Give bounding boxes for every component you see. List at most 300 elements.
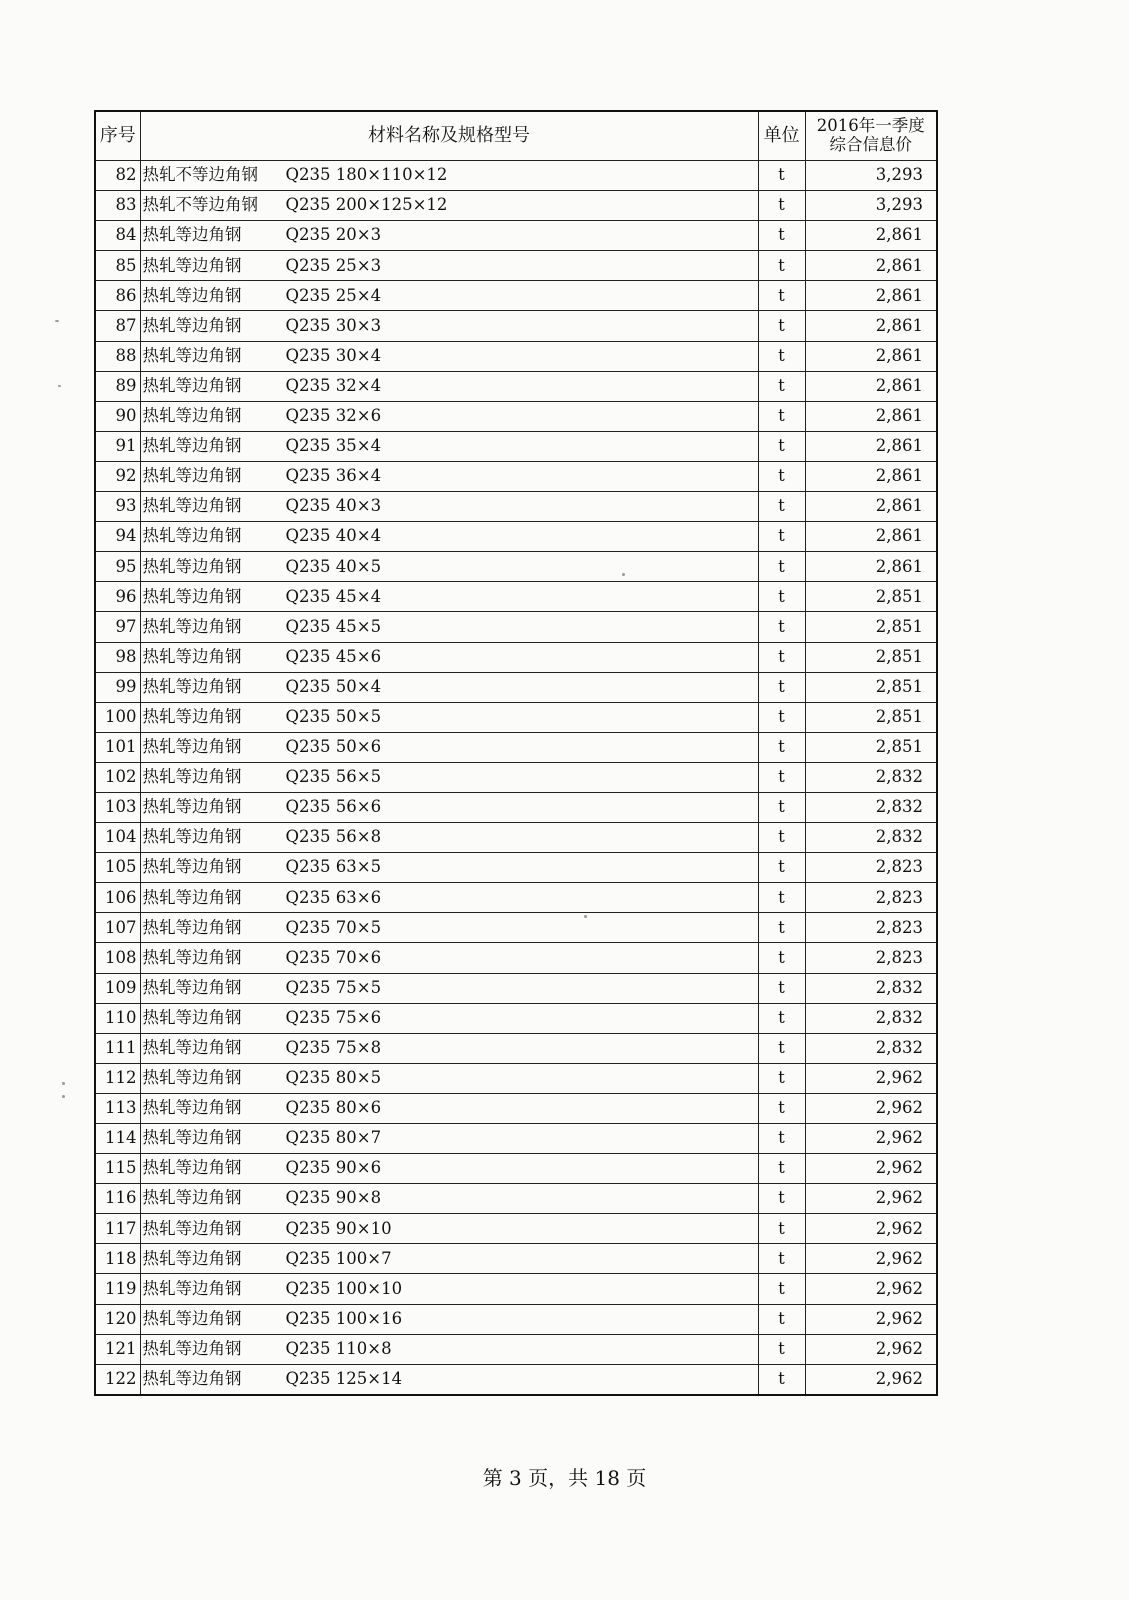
table-row	[95, 1274, 937, 1304]
cell-material: 热轧不等边角钢	[142, 195, 258, 215]
header-row	[95, 111, 937, 161]
cell-no: 111	[95, 1033, 140, 1063]
cell-unit: t	[758, 1364, 805, 1395]
cell-material: 热轧等边角钢	[142, 1188, 242, 1208]
cell-unit: t	[758, 1063, 805, 1093]
cell-price: 2,962	[805, 1154, 937, 1184]
table-row	[95, 1003, 937, 1033]
cell-spec: Q235 200×125×12	[285, 195, 448, 215]
cell-name	[140, 1033, 758, 1063]
cell-unit: t	[758, 522, 805, 552]
cell-unit: t	[758, 883, 805, 913]
cell-material: 热轧等边角钢	[142, 1218, 242, 1238]
cell-price: 3,293	[805, 161, 937, 191]
cell-price: 2,861	[805, 492, 937, 522]
cell-no: 89	[95, 371, 140, 401]
cell-no: 113	[95, 1093, 140, 1123]
cell-unit: t	[758, 1244, 805, 1274]
cell-no: 100	[95, 702, 140, 732]
cell-spec: Q235 100×7	[285, 1248, 392, 1268]
cell-material: 热轧等边角钢	[142, 285, 242, 305]
cell-material: 热轧等边角钢	[142, 1338, 242, 1358]
cell-unit: t	[758, 1274, 805, 1304]
cell-material: 热轧不等边角钢	[142, 165, 258, 185]
table-row	[95, 612, 937, 642]
cell-unit: t	[758, 371, 805, 401]
cell-name	[140, 251, 758, 281]
cell-unit: t	[758, 642, 805, 672]
cell-price: 2,832	[805, 973, 937, 1003]
cell-no: 101	[95, 732, 140, 762]
cell-price: 2,861	[805, 341, 937, 371]
cell-price: 3,293	[805, 191, 937, 221]
cell-unit: t	[758, 943, 805, 973]
cell-material: 热轧等边角钢	[142, 436, 242, 456]
cell-no: 86	[95, 281, 140, 311]
cell-price: 2,832	[805, 823, 937, 853]
cell-name	[140, 1364, 758, 1395]
cell-spec: Q235 32×4	[285, 375, 382, 395]
cell-material: 热轧等边角钢	[142, 406, 242, 426]
header-price	[805, 111, 937, 161]
cell-spec: Q235 50×5	[285, 706, 382, 726]
cell-name	[140, 732, 758, 762]
cell-spec: Q235 100×16	[285, 1308, 403, 1328]
cell-unit: t	[758, 702, 805, 732]
cell-no: 115	[95, 1154, 140, 1184]
table-row	[95, 431, 937, 461]
cell-no: 110	[95, 1003, 140, 1033]
cell-unit: t	[758, 191, 805, 221]
cell-name	[140, 401, 758, 431]
cell-spec: Q235 75×5	[285, 977, 382, 997]
cell-name	[140, 883, 758, 913]
cell-spec: Q235 40×5	[285, 556, 382, 576]
cell-material: 热轧等边角钢	[142, 345, 242, 365]
cell-material: 热轧等边角钢	[142, 1248, 242, 1268]
cell-price: 2,823	[805, 883, 937, 913]
cell-spec: Q235 32×6	[285, 406, 382, 426]
cell-price: 2,832	[805, 1003, 937, 1033]
cell-name	[140, 1003, 758, 1033]
cell-unit: t	[758, 1304, 805, 1334]
cell-name	[140, 1334, 758, 1364]
cell-name	[140, 161, 758, 191]
table-row	[95, 913, 937, 943]
cell-name	[140, 1304, 758, 1334]
cell-unit: t	[758, 1093, 805, 1123]
cell-material: 热轧等边角钢	[142, 375, 242, 395]
cell-price: 2,832	[805, 762, 937, 792]
cell-material: 热轧等边角钢	[142, 676, 242, 696]
cell-price: 2,861	[805, 221, 937, 251]
table-row	[95, 1244, 937, 1274]
cell-price: 2,851	[805, 612, 937, 642]
cell-name	[140, 552, 758, 582]
cell-unit: t	[758, 431, 805, 461]
cell-unit: t	[758, 1154, 805, 1184]
table-row	[95, 702, 937, 732]
cell-name	[140, 1093, 758, 1123]
cell-material: 热轧等边角钢	[142, 887, 242, 907]
cell-no: 103	[95, 792, 140, 822]
cell-spec: Q235 100×10	[285, 1278, 403, 1298]
cell-price: 2,823	[805, 943, 937, 973]
cell-material: 热轧等边角钢	[142, 797, 242, 817]
cell-unit: t	[758, 251, 805, 281]
cell-unit: t	[758, 1214, 805, 1244]
table-row	[95, 401, 937, 431]
cell-material: 热轧等边角钢	[142, 586, 242, 606]
cell-name	[140, 702, 758, 732]
cell-material: 热轧等边角钢	[142, 1098, 242, 1118]
cell-no: 105	[95, 853, 140, 883]
cell-price: 2,861	[805, 311, 937, 341]
cell-name	[140, 492, 758, 522]
cell-spec: Q235 75×8	[285, 1038, 382, 1058]
cell-name	[140, 913, 758, 943]
cell-name	[140, 612, 758, 642]
table-header	[95, 111, 937, 161]
cell-material: 热轧等边角钢	[142, 1278, 242, 1298]
cell-unit: t	[758, 853, 805, 883]
table-row	[95, 341, 937, 371]
cell-no: 118	[95, 1244, 140, 1274]
cell-name	[140, 1184, 758, 1214]
cell-no: 106	[95, 883, 140, 913]
cell-unit: t	[758, 1334, 805, 1364]
cell-spec: Q235 40×3	[285, 496, 382, 516]
cell-spec: Q235 40×4	[285, 526, 382, 546]
cell-spec: Q235 50×6	[285, 737, 382, 757]
cell-name	[140, 1124, 758, 1154]
table-row	[95, 732, 937, 762]
cell-name	[140, 1154, 758, 1184]
header-name: 材料名称及规格型号	[140, 111, 758, 161]
cell-price: 2,861	[805, 552, 937, 582]
table-row	[95, 582, 937, 612]
cell-name	[140, 431, 758, 461]
cell-unit: t	[758, 672, 805, 702]
cell-unit: t	[758, 281, 805, 311]
cell-name	[140, 371, 758, 401]
cell-spec: Q235 30×3	[285, 315, 382, 335]
cell-material: 热轧等边角钢	[142, 1308, 242, 1328]
table-row	[95, 221, 937, 251]
cell-name	[140, 1274, 758, 1304]
cell-unit: t	[758, 311, 805, 341]
cell-price: 2,962	[805, 1244, 937, 1274]
cell-name	[140, 522, 758, 552]
cell-spec: Q235 80×6	[285, 1098, 382, 1118]
cell-no: 91	[95, 431, 140, 461]
cell-unit: t	[758, 792, 805, 822]
cell-no: 99	[95, 672, 140, 702]
cell-no: 119	[95, 1274, 140, 1304]
table-row	[95, 883, 937, 913]
cell-material: 热轧等边角钢	[142, 466, 242, 486]
cell-spec: Q235 50×4	[285, 676, 382, 696]
cell-unit: t	[758, 461, 805, 491]
cell-no: 90	[95, 401, 140, 431]
cell-material: 热轧等边角钢	[142, 706, 242, 726]
table-row	[95, 1124, 937, 1154]
cell-price: 2,861	[805, 522, 937, 552]
table-row	[95, 461, 937, 491]
cell-no: 120	[95, 1304, 140, 1334]
cell-no: 84	[95, 221, 140, 251]
cell-spec: Q235 45×5	[285, 616, 382, 636]
cell-price: 2,823	[805, 913, 937, 943]
table-row	[95, 522, 937, 552]
table-row	[95, 1093, 937, 1123]
cell-material: 热轧等边角钢	[142, 767, 242, 787]
table-row	[95, 161, 937, 191]
cell-unit: t	[758, 582, 805, 612]
cell-unit: t	[758, 973, 805, 1003]
cell-unit: t	[758, 552, 805, 582]
cell-name	[140, 823, 758, 853]
cell-spec: Q235 63×5	[285, 857, 382, 877]
table-row	[95, 1214, 937, 1244]
cell-spec: Q235 80×5	[285, 1068, 382, 1088]
cell-price: 2,962	[805, 1063, 937, 1093]
table-row	[95, 973, 937, 1003]
cell-price: 2,851	[805, 672, 937, 702]
cell-no: 102	[95, 762, 140, 792]
cell-no: 104	[95, 823, 140, 853]
cell-material: 热轧等边角钢	[142, 646, 242, 666]
cell-spec: Q235 110×8	[285, 1338, 392, 1358]
table-row	[95, 823, 937, 853]
table-row	[95, 853, 937, 883]
cell-spec: Q235 90×10	[285, 1218, 392, 1238]
cell-material: 热轧等边角钢	[142, 255, 242, 275]
cell-spec: Q235 56×6	[285, 797, 382, 817]
cell-price: 2,861	[805, 461, 937, 491]
cell-spec: Q235 45×6	[285, 646, 382, 666]
cell-name	[140, 341, 758, 371]
cell-spec: Q235 75×6	[285, 1007, 382, 1027]
table-row	[95, 371, 937, 401]
cell-name	[140, 943, 758, 973]
cell-material: 热轧等边角钢	[142, 827, 242, 847]
scan-speck	[62, 1095, 65, 1098]
table-row	[95, 1184, 937, 1214]
cell-no: 108	[95, 943, 140, 973]
cell-spec: Q235 90×8	[285, 1188, 382, 1208]
cell-spec: Q235 70×6	[285, 947, 382, 967]
cell-price: 2,823	[805, 853, 937, 883]
cell-price: 2,962	[805, 1184, 937, 1214]
cell-no: 109	[95, 973, 140, 1003]
cell-name	[140, 762, 758, 792]
header-no: 序号	[95, 111, 140, 161]
cell-name	[140, 582, 758, 612]
table-row	[95, 1334, 937, 1364]
cell-spec: Q235 25×3	[285, 255, 382, 275]
cell-no: 82	[95, 161, 140, 191]
cell-price: 2,861	[805, 431, 937, 461]
cell-name	[140, 792, 758, 822]
cell-material: 热轧等边角钢	[142, 1038, 242, 1058]
cell-price: 2,962	[805, 1274, 937, 1304]
cell-no: 117	[95, 1214, 140, 1244]
header-price-line2: 综合信息价	[829, 135, 912, 154]
cell-unit: t	[758, 341, 805, 371]
table-body	[95, 161, 937, 1395]
cell-price: 2,851	[805, 642, 937, 672]
cell-spec: Q235 63×6	[285, 887, 382, 907]
cell-name	[140, 461, 758, 491]
table-row	[95, 1033, 937, 1063]
cell-no: 93	[95, 492, 140, 522]
table-row	[95, 191, 937, 221]
scan-speck	[58, 385, 61, 387]
cell-material: 热轧等边角钢	[142, 1007, 242, 1027]
cell-spec: Q235 90×6	[285, 1158, 382, 1178]
cell-price: 2,832	[805, 1033, 937, 1063]
cell-name	[140, 1063, 758, 1093]
cell-unit: t	[758, 401, 805, 431]
cell-price: 2,962	[805, 1304, 937, 1334]
cell-name	[140, 642, 758, 672]
cell-name	[140, 221, 758, 251]
cell-material: 热轧等边角钢	[142, 556, 242, 576]
table-row	[95, 1304, 937, 1334]
table-row	[95, 1154, 937, 1184]
cell-material: 热轧等边角钢	[142, 977, 242, 997]
cell-price: 2,962	[805, 1124, 937, 1154]
cell-spec: Q235 80×7	[285, 1128, 382, 1148]
cell-spec: Q235 30×4	[285, 345, 382, 365]
cell-no: 122	[95, 1364, 140, 1395]
table-row	[95, 492, 937, 522]
table-row	[95, 251, 937, 281]
bleed-through-text	[490, 0, 750, 10]
cell-unit: t	[758, 823, 805, 853]
table-row	[95, 281, 937, 311]
cell-unit: t	[758, 492, 805, 522]
cell-no: 121	[95, 1334, 140, 1364]
cell-no: 98	[95, 642, 140, 672]
cell-price: 2,851	[805, 702, 937, 732]
cell-material: 热轧等边角钢	[142, 737, 242, 757]
cell-name	[140, 1214, 758, 1244]
cell-no: 87	[95, 311, 140, 341]
table-row	[95, 762, 937, 792]
cell-material: 热轧等边角钢	[142, 526, 242, 546]
cell-material: 热轧等边角钢	[142, 1128, 242, 1148]
cell-unit: t	[758, 732, 805, 762]
header-unit: 单位	[758, 111, 805, 161]
cell-price: 2,861	[805, 251, 937, 281]
table-row	[95, 311, 937, 341]
cell-no: 116	[95, 1184, 140, 1214]
cell-no: 85	[95, 251, 140, 281]
table-row	[95, 792, 937, 822]
cell-price: 2,962	[805, 1334, 937, 1364]
cell-unit: t	[758, 762, 805, 792]
cell-spec: Q235 25×4	[285, 285, 382, 305]
table-row	[95, 642, 937, 672]
page-footer: 第 3 页，共 18 页	[482, 1466, 647, 1490]
cell-price: 2,861	[805, 281, 937, 311]
cell-unit: t	[758, 1124, 805, 1154]
cell-unit: t	[758, 161, 805, 191]
cell-spec: Q235 45×4	[285, 586, 382, 606]
cell-name	[140, 853, 758, 883]
cell-name	[140, 973, 758, 1003]
cell-no: 112	[95, 1063, 140, 1093]
cell-material: 热轧等边角钢	[142, 917, 242, 937]
cell-no: 95	[95, 552, 140, 582]
cell-price: 2,832	[805, 792, 937, 822]
cell-material: 热轧等边角钢	[142, 1158, 242, 1178]
cell-material: 热轧等边角钢	[142, 616, 242, 636]
cell-no: 114	[95, 1124, 140, 1154]
cell-unit: t	[758, 1003, 805, 1033]
cell-no: 107	[95, 913, 140, 943]
cell-material: 热轧等边角钢	[142, 947, 242, 967]
cell-name	[140, 281, 758, 311]
cell-unit: t	[758, 612, 805, 642]
cell-no: 83	[95, 191, 140, 221]
cell-no: 96	[95, 582, 140, 612]
cell-material: 热轧等边角钢	[142, 1068, 242, 1088]
cell-spec: Q235 70×5	[285, 917, 382, 937]
cell-no: 88	[95, 341, 140, 371]
cell-spec: Q235 56×5	[285, 767, 382, 787]
cell-unit: t	[758, 221, 805, 251]
cell-material: 热轧等边角钢	[142, 315, 242, 335]
cell-spec: Q235 35×4	[285, 436, 382, 456]
cell-spec: Q235 36×4	[285, 466, 382, 486]
cell-material: 热轧等边角钢	[142, 857, 242, 877]
cell-price: 2,962	[805, 1364, 937, 1395]
price-table	[94, 110, 938, 1396]
scan-speck	[62, 1082, 65, 1085]
table-row	[95, 943, 937, 973]
table-row	[95, 1364, 937, 1395]
cell-spec: Q235 20×3	[285, 225, 382, 245]
cell-price: 2,962	[805, 1214, 937, 1244]
cell-unit: t	[758, 1184, 805, 1214]
cell-unit: t	[758, 1033, 805, 1063]
cell-name	[140, 191, 758, 221]
cell-no: 94	[95, 522, 140, 552]
cell-spec: Q235 180×110×12	[285, 165, 448, 185]
cell-material: 热轧等边角钢	[142, 1369, 242, 1389]
cell-name	[140, 672, 758, 702]
cell-material: 热轧等边角钢	[142, 225, 242, 245]
cell-no: 97	[95, 612, 140, 642]
table-row	[95, 672, 937, 702]
cell-name	[140, 1244, 758, 1274]
cell-unit: t	[758, 913, 805, 943]
cell-spec: Q235 125×14	[285, 1369, 403, 1389]
cell-spec: Q235 56×8	[285, 827, 382, 847]
cell-price: 2,851	[805, 582, 937, 612]
cell-price: 2,962	[805, 1093, 937, 1123]
cell-price: 2,861	[805, 401, 937, 431]
cell-price: 2,861	[805, 371, 937, 401]
table-row	[95, 1063, 937, 1093]
table-row	[95, 552, 937, 582]
cell-material: 热轧等边角钢	[142, 496, 242, 516]
cell-name	[140, 311, 758, 341]
scan-speck	[55, 320, 59, 322]
